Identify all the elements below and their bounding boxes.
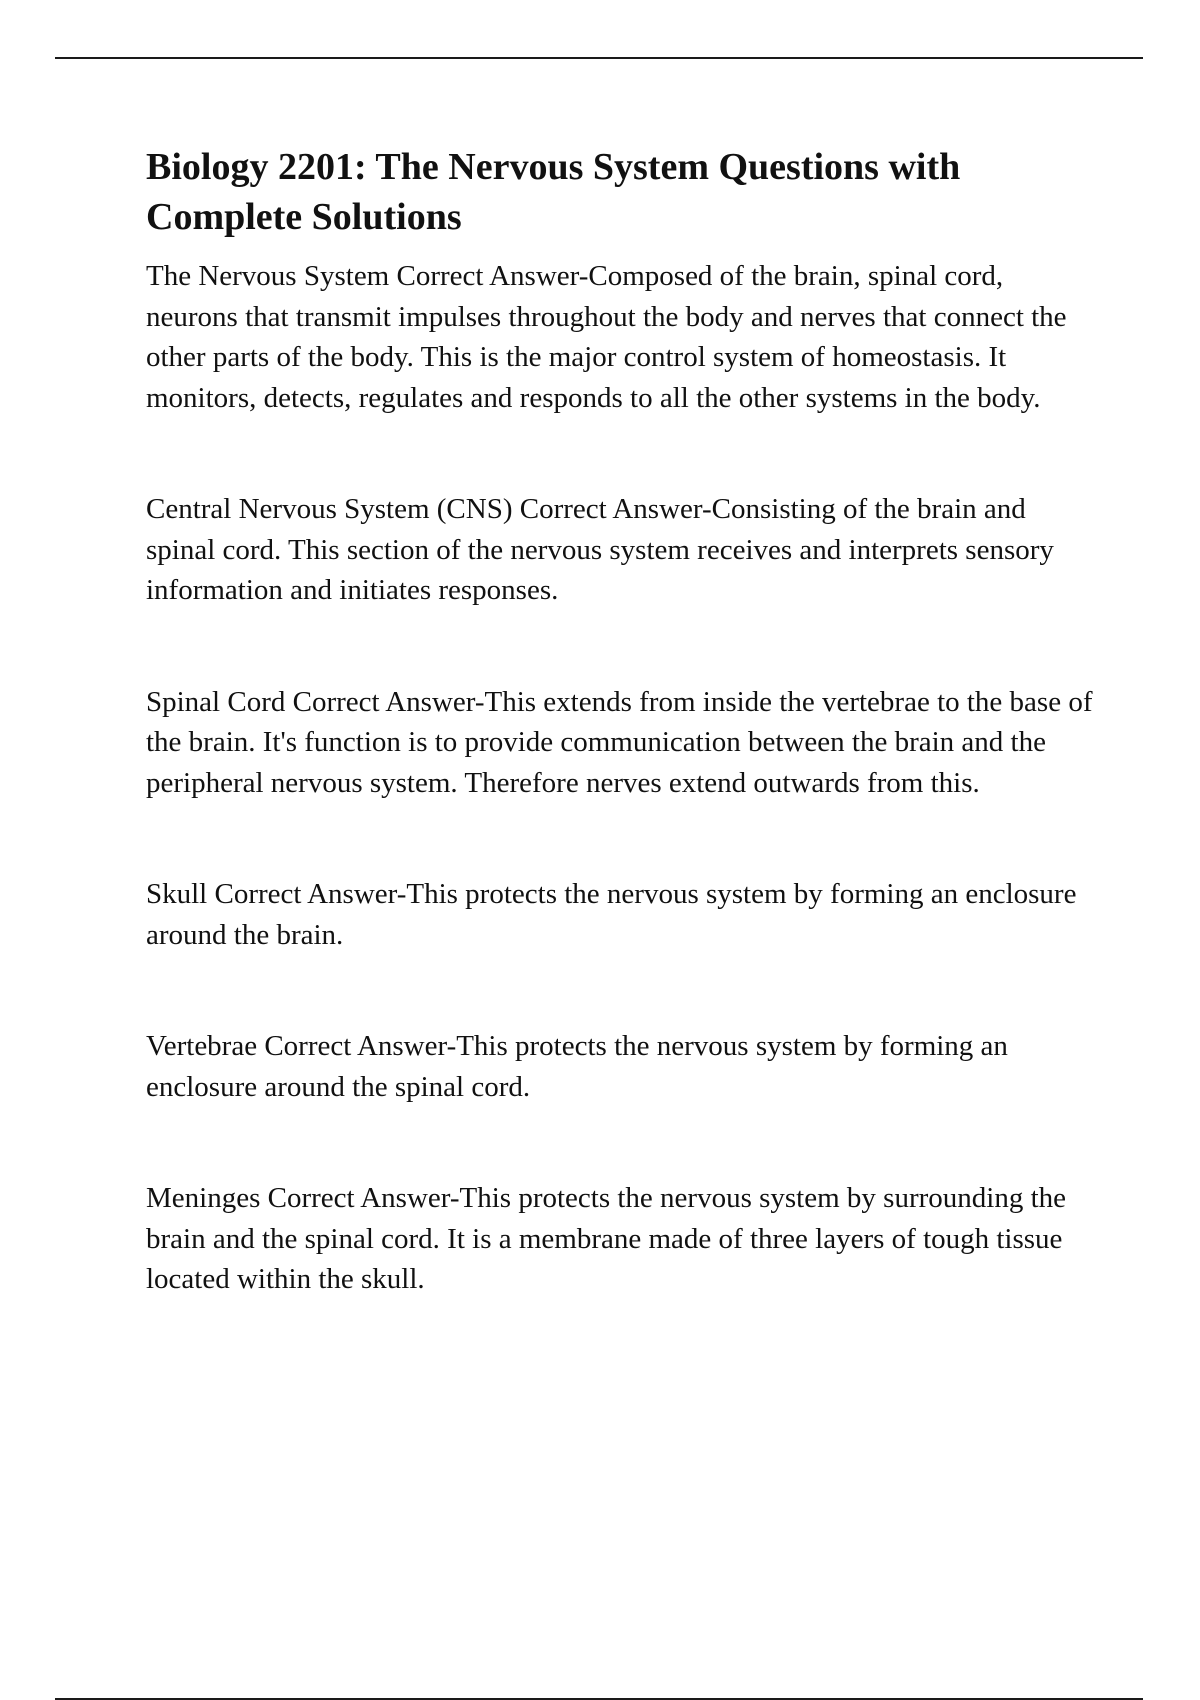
qa-entry-meninges: Meninges Correct Answer-This protects the nervous system by surrounding the brain and the spinal cord. It is a membrane made of three layers of tough tissue located within the skull. [146,1182,1066,1295]
qa-entry-vertebrae: Vertebrae Correct Answer-This protects the nervous system by forming an enclosure around the spinal cord. [146,1030,1008,1103]
qa-entry-skull: Skull Correct Answer-This protects the nervous system by forming an enclosure around the brain. [146,878,1077,951]
document-title: Biology 2201: The Nervous System Questions with Complete Solutions [146,146,961,238]
qa-entry-nervous-system: The Nervous System Correct Answer-Composed of the brain, spinal cord, neurons that transmit impulses throughout the body and nerves that connect the other parts of the body. This is the major control system of homeostasis. It monitors, detects, regulates and responds to all the other systems in the body. [146,260,1067,414]
qa-entry-central-nervous-system: Central Nervous System (CNS) Correct Answer-Consisting of the brain and spinal cord. This section of the nervous system receives and interprets sensory information and initiates responses. [146,493,1054,606]
document-body [146,142,1096,1300]
header-rule [55,57,1143,59]
qa-entry-spinal-cord: Spinal Cord Correct Answer-This extends from inside the vertebrae to the base of the brain. It's function is to provide communication between the brain and the peripheral nervous system. Therefore nerves extend outwards from this. [146,685,1093,799]
